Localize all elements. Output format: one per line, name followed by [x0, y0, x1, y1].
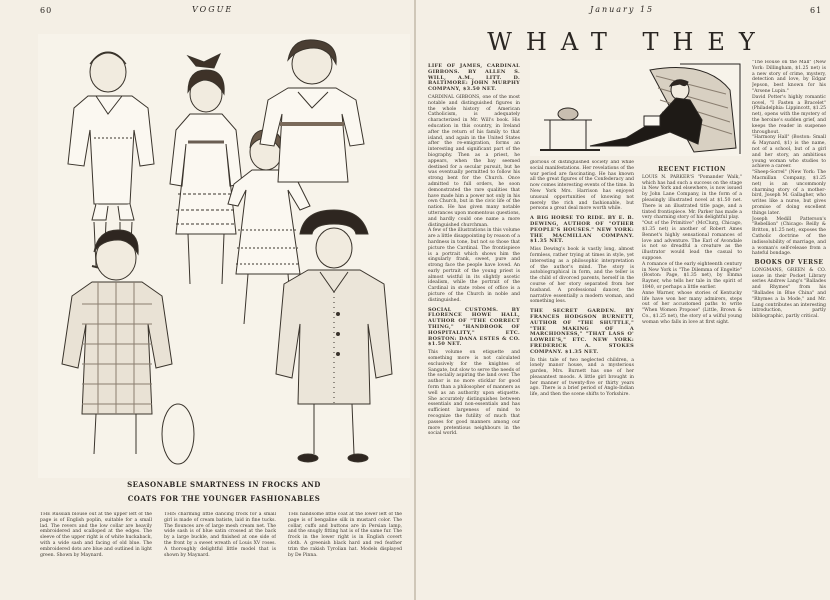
review-paragraph: "Sheep-Sorrel" (New York: The Macmillan Company, $1.25 net) is an uncommonly charming story of a mother-bird, Joseph M. Gallagher, who writes like a nurse, but gives promise of doing excellent things later. — [752, 170, 826, 216]
review-paragraph: LOUIS N. PARKER'S "Pomander Walk," which has had such a success on the stage in New York and elsewhere, is now issued by John Lane Company, in the form of a pleasingly illustrated novel at $1.50 net. There is an illustrated title page, and a tinted frontispiece. Mr. Parker has made a very charming story of his delightful play. — [642, 174, 742, 221]
running-head: VOGUE — [192, 5, 234, 14]
description-text: THIS charming little dancing frock for a small girl is made of cream batiste, laid in fine tucks. The flounces are of large mesh cream net. The wide sash is of blue satin crossed at the back by a large buckle, and finished at one side of the front by a sweet wreath of Louis XV roses. A thoroughly delightful little model that is shown by Maynard. — [164, 512, 276, 558]
description-column-1 — [40, 512, 152, 596]
review-heading: BOOKS OF VERSE — [754, 259, 824, 267]
review-paragraph: This volume on etiquette and something more is not calculated exclusively for the knightes of Sangate, but slow to serve the needs of the socially aspiring the land over. The author is no more sticklar for good form than a philosopher of manners as well as an authority upon etiquette. She accurately distinguishes between essentials and non-essentials and has sufficient largeness of mind to recognize the futility of much that passes for good manners among our more pretentious neighbours in the social world. — [428, 350, 520, 437]
review-paragraph: "Harmony Hall" (Boston: Small & Maynard, $1) is the name, not of a school, but of a girl and her story, an ambitious young woman who studies to achieve a career. — [752, 135, 826, 170]
caption-line-2: COATS FOR THE YOUNGER FASHIONABLES — [127, 494, 321, 503]
review-paragraph: CARDINAL GIBBONS, one of the most notable and distinguished figures in the whole history of American Catholicism, is adequately characterized in Mr. Will's book. His education in this country, in Ireland after the return of his family to that island, and again in the United States after the re-emigration, forms an interesting and significant part of the biography. Then as a priest, he appears, when the bay seemed destined for a secular pursuit, but he was eventually permitted to follow his strong bent for the Church. Once admitted to full orders, he soon demonstrated the rare qualities that have made him a power not only in his own Church, but in the civic life of the nation. He has given many notable utterances upon momentous questions, and hardly could one name a more distinguished churchman. — [428, 94, 520, 228]
review-paragraph: "Out of the Primitive" (McClurg, Chicago, $1.35 net) is another of Robert Ames Bennet's highly sensational romances of love and adventure. The Earl of Avondale is not so dreadful a creature as the illustrator would lead the casual to suppose. — [642, 221, 742, 261]
review-heading: LIFE OF JAMES, CARDINAL GIBBONS. BY ALLEN S. WILL, A.M., LITT. D. BALTIMORE: JOHN MURPHY COMPANY, $3.50 NET. — [428, 63, 520, 93]
review-paragraph: LONGMANS, GREEN & CO. issue in their Pocket Library series Andrew Lang's "Ballades and Rhymes" from his "Ballades in Blue China" and "Rhymes a la Mode," and Mr. Lang contributes an interesting introduction, partly bibliographic, partly critical. — [752, 267, 826, 320]
children-fashion-drawing — [38, 34, 410, 478]
review-heading: SOCIAL CUSTOMS. BY FLORENCE HOWE HALL, AUTHOR OF "THE CORRECT THING," "HANDBOOK OF HOSPITALITY," ETC. BOSTON: DANA ESTES & CO. $1.50 NET. — [428, 306, 520, 348]
woman-reading-drawing — [530, 60, 742, 156]
review-heading: A BIG HORSE TO RIDE. BY E. B. DEWING, AUTHOR OF "OTHER PEOPLE'S HOUSES." NEW YORK: THE MACMILLAN COMPANY. $1.35 NET. — [530, 215, 634, 245]
review-paragraph: glorious of distinguished society and while social manifestations. Her revelations of the war period are fascinating. He has known all the great figures of the Confederacy and now comes interesting events of the time. In New York Mrs. Harrison has enjoyed unusual opportunities of knowing not merely the rich and fashionable, but persons a great deal more worth while. — [530, 160, 634, 212]
review-column-a — [428, 60, 520, 596]
fashion-illustration — [38, 34, 410, 478]
caption-line-1: SEASONABLE SMARTNESS IN FROCKS AND — [127, 480, 321, 489]
description-text: THE handsome little coat at the lower left of the page is of bengaline silk in mustard color. The collar, cuffs and buttons are in Persian lamp, and the snugly fitting hat is of the same fur. The frock in the lower right is in English covert cloth. A greenish black hard and red feather trim the rakish Tyrolian hat. Models displayed by De Pinna. — [288, 512, 402, 558]
page-number: 61 — [810, 6, 823, 15]
review-paragraph: In this tale of two neglected children, a lonely manor house, and a mysterious garden, Mrs. Burnett has one of her pleasantest moods. A little girl brought in her manner of twenty-five or thirty years ago. There is a brief period of Anglo-Indian life, and then the scene shifts to Yorkshire. — [530, 357, 634, 398]
review-heading: RECENT FICTION — [658, 166, 726, 173]
review-paragraph: David Potter's highly romantic novel, "I Fasten a Bracelet" (Philadelphia: Lippincott, $1.25 net), opens with the mystery of the heroine's sudden grief, and keeps the reader in suspense throughout. — [752, 94, 826, 135]
review-heading: THE SECRET GARDEN. BY FRANCES HODGSON BURNETT, AUTHOR OF "THE SHUTTLE," "THE MAKING OF A MARCHIONESS," "THAT LASS O' LOWRIE'S," ETC. NEW YORK: FREDERICK A. STOKES COMPANY. $1.35 NET. — [530, 308, 634, 355]
description-text: THE Russian blouse out at the upper left of the page is of English poplin, suitable for a small lad. The revers and the low collar are heavily embroidered and scalloped at the edges. The sleeve of the upper right is of white huckaback, with a wide sash and facing of old blue. The embroidered dots are blue and outlined in light green. Shown by Maynard. — [40, 512, 152, 558]
reading-woman-illustration — [530, 60, 742, 156]
review-column-c — [642, 164, 742, 596]
review-paragraph: Miss Dewing's book is vastly long, almost formless, rather trying at times in style, yet interesting as a philosophic interpretation of the author's mind. The story is autobiographical in form, and the teller is the child of divorced parents, herself in the course of her story separated from her husband. A professional dancer, the narrative essentially a modern woman, and something less. — [530, 247, 634, 305]
running-head-date: January 15 — [590, 5, 655, 14]
review-column-b — [530, 160, 634, 596]
description-column-3 — [288, 512, 402, 596]
review-paragraph: Joseph Medill Patterson's "Rebellion" (Chicago: Reilly & Britton, $1.25 net), exposes the Catholic doctrine of the indissolubility of marriage, and a woman's self-release from a hateful bondage. — [752, 216, 826, 257]
review-paragraph: A romance of the early eighteenth century in New York is "The Dilemma of Engeltie" (Boston: Page, $1.35 net), by Emma Rayner, who tells her tale in the spirit of 1840, or perhaps a little earlier. — [642, 261, 742, 290]
description-column-2 — [164, 512, 276, 596]
review-paragraph: "The House on the Mall" (New York: Dillingham, $1.25 net) is a new story of crime, mystery, detection and love, by Edgar Jepson, best known for his "Arsene Lupin." — [752, 60, 826, 94]
review-column-d — [752, 60, 826, 596]
page-number: 60 — [40, 6, 53, 15]
review-paragraph: A few of the illustrations in this volume are a little disappointing by reason of a hardness in tone, but not so those that picture the Cardinal. The frontispiece is a portrait which shows him the singularly frank, sweet, pure and strong face the people have loved. An early portrait of the young priest is almost wistful in its slightly ascetic idealism, while the portrait of the Cardinal in state robes of office is a picture of the Church in noble and distinguished. — [428, 228, 520, 303]
left-page — [0, 0, 414, 600]
review-paragraph: Anne Warner, whose stories of Kentucky life have won her many admirers, steps out of her accustomed paths to write "When Women Propose" (Little, Brown & Co., $1.25 net), the story of a wilful young woman who falls in love at first sight. — [642, 290, 742, 325]
article-title: WHAT THEY — [487, 28, 769, 56]
